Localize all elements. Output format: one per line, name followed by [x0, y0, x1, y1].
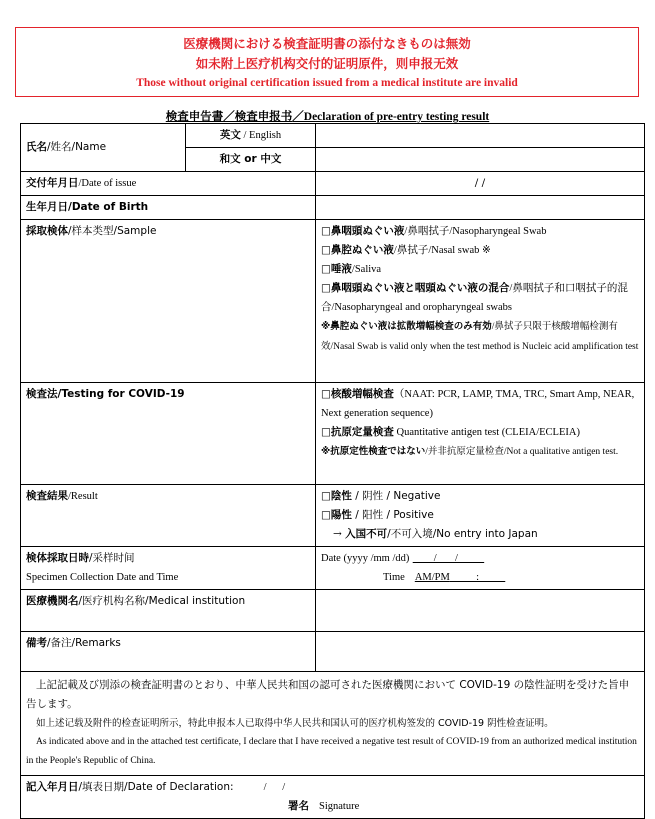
notice-japanese: 医療機関における検査証明書の添付なきものは無効: [183, 36, 471, 51]
title-cjk: 検査申告書／検査申报书: [165, 109, 293, 123]
result-option-negative[interactable]: □陰性 / 阴性 / Negative: [321, 490, 441, 502]
notice-english: Those without original certification issued from a medical institute are invalid: [136, 77, 518, 89]
institution-field[interactable]: [316, 590, 645, 632]
date-of-issue-field[interactable]: / /: [316, 172, 645, 196]
date-of-issue-label: 交付年月日/Date of issue: [21, 172, 316, 196]
result-no-entry: → 入国不可/不可入境/No entry into Japan: [333, 528, 538, 540]
sample-option-saliva[interactable]: □唾液/Saliva: [321, 263, 382, 275]
remarks-label: 備考/备注/Remarks: [21, 632, 316, 672]
sample-option-nasopharyngeal[interactable]: □鼻咽頭ぬぐい液/鼻咽拭子/Nasopharyngeal Swab: [321, 225, 547, 237]
testing-note: ※抗原定性検査ではない/并非抗原定量检查/Not a qualitative antigen test.: [321, 446, 619, 457]
name-kanji-label: 和文 or 中文: [186, 148, 316, 172]
sample-option-nasal[interactable]: □鼻腔ぬぐい液/鼻拭子/Nasal swab ※: [321, 244, 491, 256]
form-title: [0, 108, 655, 124]
sample-note: ※鼻腔ぬぐい液は拡散増幅検査のみ有効/鼻拭子只限于核酸增幅检测有效/Nasal Swab is valid only when the test method is Nucleic acid amplification test: [321, 321, 639, 352]
sample-option-mixed[interactable]: □鼻咽頭ぬぐい液と咽頭ぬぐい液の混合/鼻咽拭子和口咽拭子的混合/Nasopharyngeal and oropharyngeal swabs: [321, 282, 628, 313]
declaration-english: As indicated above and in the attached test certificate, I declare that I have received a negative test result of COVID-19 from an authorized medical institution in the People's Republic of China.: [26, 737, 637, 766]
invalid-notice-box: [15, 27, 639, 97]
name-english-field[interactable]: [316, 124, 645, 148]
remarks-field[interactable]: [316, 632, 645, 672]
sample-label: 採取検体/样本类型/Sample: [21, 220, 316, 383]
institution-label: 医療機関名/医疗机构名称/Medical institution: [21, 590, 316, 632]
collection-time-field[interactable]: Time AM/PM :: [383, 572, 506, 583]
date-of-birth-field[interactable]: [316, 196, 645, 220]
title-english: ／Declaration of pre-entry testing result: [292, 111, 490, 123]
testing-options: [316, 383, 645, 485]
collection-label: 検体採取日時/采样时间 Specimen Collection Date and Time: [21, 547, 316, 590]
name-kanji-field[interactable]: [316, 148, 645, 172]
declaration-chinese: 如上述记载及附件的检查证明所示，特此申报本人已取得中华人民共和国认可的医疗机构签发的 COVID-19 阴性检查证明。: [36, 718, 554, 729]
testing-option-naat[interactable]: □核酸増幅検査（NAAT: PCR, LAMP, TMA, TRC, Smart Amp, NEAR, Next generation sequence): [321, 388, 635, 419]
testing-label: 検査法/Testing for COVID-19: [21, 383, 316, 485]
name-label: 氏名/姓名/Name: [21, 124, 186, 172]
declaration-form: [20, 123, 645, 819]
collection-fields: [316, 547, 645, 590]
result-options: [316, 485, 645, 547]
declaration-statement: [21, 672, 645, 776]
sample-options: [316, 220, 645, 383]
collection-date-field[interactable]: Date (yyyy /mm /dd) / /: [321, 553, 485, 564]
declaration-date-signature: [21, 776, 645, 819]
declaration-japanese: 上記記載及び別添の検査証明書のとおり、中華人民共和国の認可された医療機関において COVID-19 の陰性証明を受けた旨申告します。: [26, 679, 630, 710]
arrow-right-icon: →: [333, 528, 342, 540]
result-label: 検査結果/Result: [21, 485, 316, 547]
result-option-positive[interactable]: □陽性 / 阳性 / Positive: [321, 509, 434, 521]
date-of-birth-label: 生年月日/Date of Birth: [21, 196, 316, 220]
notice-chinese: 如未附上医疗机构交付的证明原件，则申报无效: [195, 56, 459, 71]
declaration-date[interactable]: 記入年月日/填表日期/Date of Declaration: / /: [26, 781, 286, 793]
signature-field[interactable]: 署名 Signature: [288, 800, 360, 812]
testing-option-antigen[interactable]: □抗原定量検査 Quantitative antigen test (CLEIA/ECLEIA): [321, 426, 580, 438]
name-english-label: 英文 / English: [186, 124, 316, 148]
